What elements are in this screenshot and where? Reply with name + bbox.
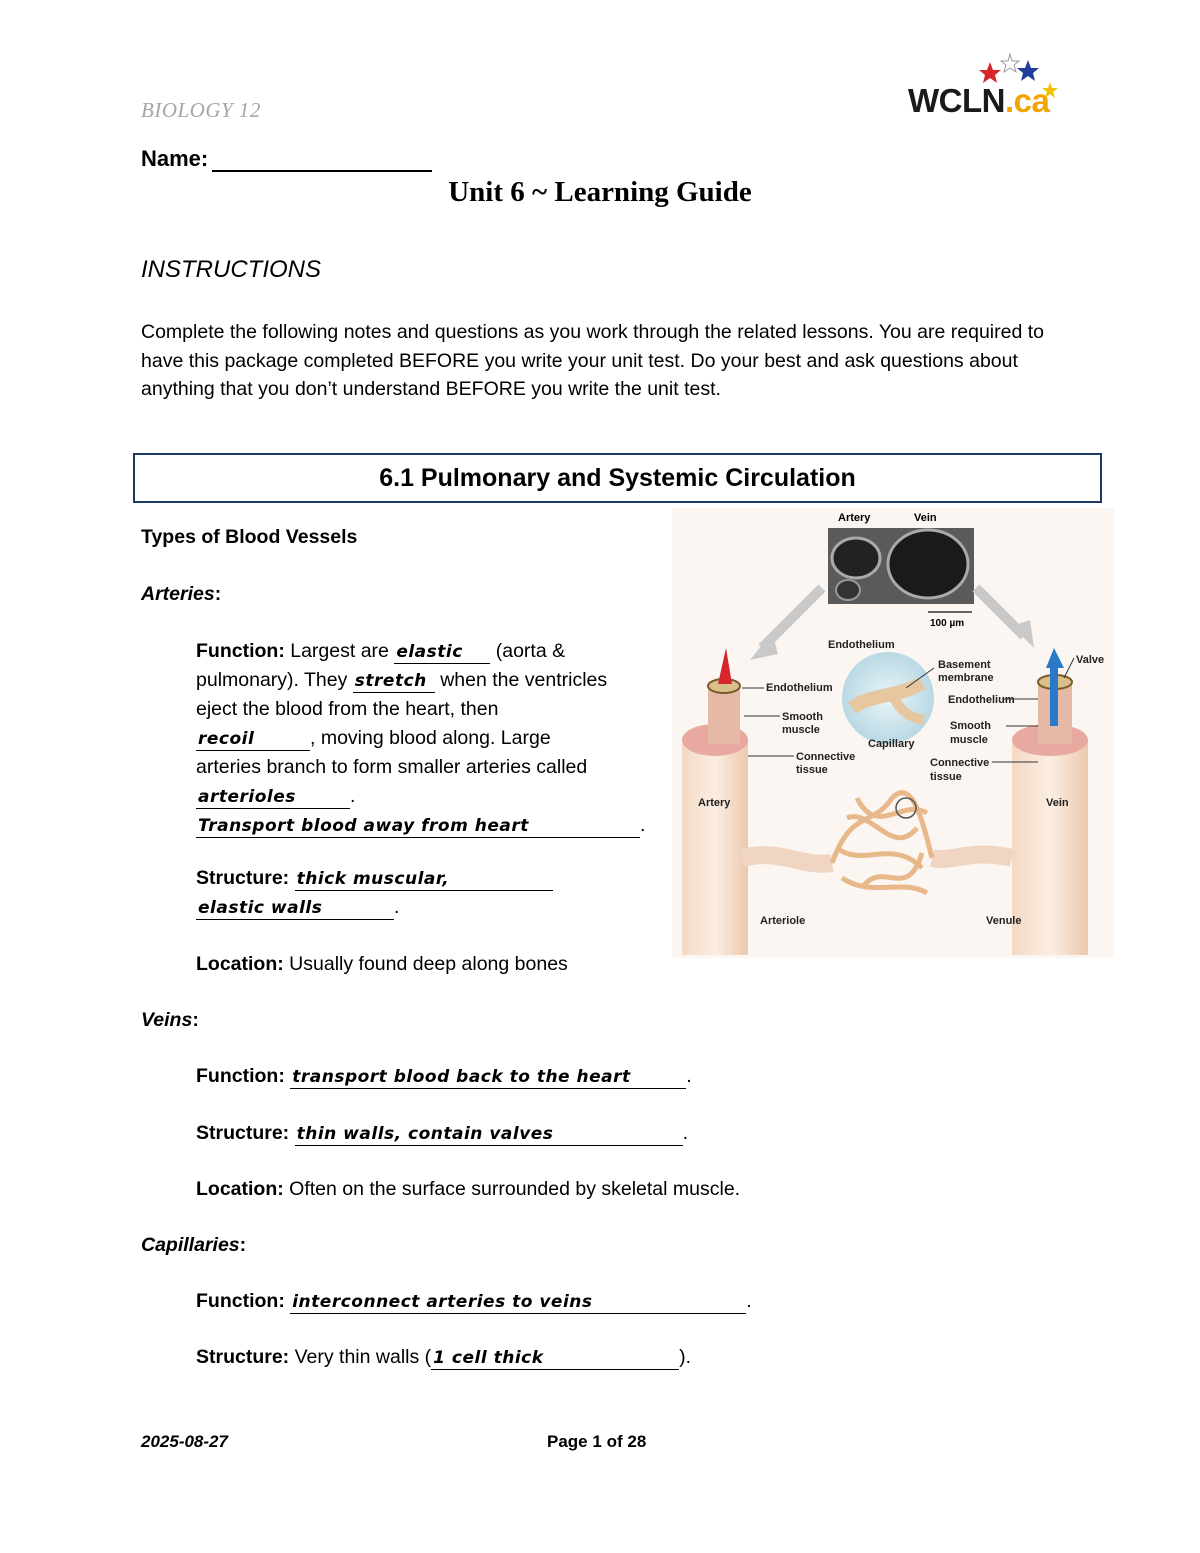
course-label: BIOLOGY 12 <box>141 98 261 122</box>
label-muscle-left: muscle <box>782 724 820 736</box>
page-of: of <box>606 1432 623 1451</box>
name-field <box>141 146 432 172</box>
structure-label: Structure: <box>196 1346 290 1368</box>
vein-vessel <box>1012 740 1088 955</box>
text: ). <box>679 1346 692 1368</box>
label-artery: Artery <box>698 797 731 809</box>
footer-date: 2025-08-27 <box>141 1432 228 1451</box>
label-arteriole: Arteriole <box>760 915 806 927</box>
name-input-line[interactable] <box>212 148 432 172</box>
text: arteries branch to form smaller arteries called <box>196 756 588 778</box>
label-endothelium-right: Endothelium <box>948 694 1015 706</box>
label-endothelium-left: Endothelium <box>766 682 833 694</box>
capillaries-function: Function: interconnect arteries to veins . <box>196 1290 752 1312</box>
label-connective-right: Connective <box>930 757 990 769</box>
label-venule: Venule <box>986 915 1022 927</box>
answer-elastic-walls: elastic walls <box>196 897 394 920</box>
arteries-heading: Arteries: <box>141 583 222 605</box>
logo-text: WCLN <box>908 82 1005 119</box>
arteries-location <box>196 950 568 979</box>
wcln-logo <box>904 52 1064 124</box>
label-vein: Vein <box>1046 797 1069 809</box>
label-basement: Basement <box>938 659 991 671</box>
footer-page-number <box>547 1432 646 1452</box>
label-vein-top: Vein <box>914 512 937 524</box>
veins-structure: Structure: thin walls, contain valves . <box>196 1122 689 1144</box>
capillaries-structure <box>196 1343 691 1372</box>
answer-thick-muscular: thick muscular, <box>295 868 553 891</box>
answer-thin-walls: thin walls, contain valves <box>295 1123 683 1146</box>
label-smooth-right: Smooth <box>950 720 991 732</box>
veins-label: Veins <box>141 1009 193 1031</box>
name-label: Name: <box>141 146 209 171</box>
label-tissue-left: tissue <box>796 764 828 776</box>
text: (aorta & <box>495 640 566 662</box>
blood-vessels-figure <box>672 508 1114 958</box>
answer-interconnect: interconnect arteries to veins <box>290 1291 746 1314</box>
location-label: Location: <box>196 953 284 975</box>
text: Usually found deep along bones <box>289 953 568 975</box>
text: , moving blood along. Large <box>310 727 551 749</box>
section-title-box <box>133 453 1102 503</box>
veins-function: Function: transport blood back to the heart . <box>196 1065 692 1087</box>
label-muscle-right: muscle <box>950 734 988 746</box>
label-valve: Valve <box>1076 654 1105 666</box>
section-subheading: Types of Blood Vessels <box>141 526 358 548</box>
text: pulmonary). They <box>196 669 348 691</box>
arteries-function: Function: Largest are elastic (aorta & pulmonary). They stretch when the ventricles eject the blood from the heart, then recoil , moving blood along. Large arteries branch to form smaller arteries called arterioles . Transport blood away from heart . <box>196 637 656 840</box>
answer-elastic: elastic <box>394 641 490 664</box>
structure-label: Structure: <box>196 867 290 889</box>
instructions-text: Complete the following notes and questions as you work through the related lessons. You are required to have this package completed BEFORE you write your unit test. Do your best and ask questions about anything that you don’t understand BEFORE you write the unit test. <box>141 321 1044 400</box>
function-label: Function: <box>196 1065 285 1087</box>
veins-heading: Veins: <box>141 1009 199 1031</box>
capillaries-label: Capillaries <box>141 1234 240 1256</box>
logo-suffix: .ca <box>1004 82 1050 119</box>
location-label: Location: <box>196 1178 284 1200</box>
label-capillary: Capillary <box>868 738 915 750</box>
label-endothelium-center: Endothelium <box>828 639 895 651</box>
answer-transport-back: transport blood back to the heart <box>290 1066 686 1089</box>
text: eject the blood from the heart, then <box>196 698 499 720</box>
blood-vessels-diagram <box>672 508 1114 958</box>
text: Very thin walls ( <box>294 1346 432 1368</box>
label-artery-top: Artery <box>838 512 871 524</box>
veins-location <box>196 1175 740 1204</box>
text: when the ventricles <box>440 669 608 691</box>
page-prefix: Page <box>547 1432 588 1451</box>
arteries-structure: Structure: thick muscular, elastic walls . <box>196 864 656 922</box>
arteries-label: Arteries <box>141 583 215 605</box>
artery-vessel <box>682 740 748 955</box>
page-current: 1 <box>592 1432 602 1451</box>
text: Largest are <box>290 640 389 662</box>
instructions-heading: INSTRUCTIONS <box>141 256 321 283</box>
capillaries-heading: Capillaries: <box>141 1234 247 1256</box>
answer-1-cell-thick: 1 cell thick <box>431 1347 679 1370</box>
page-title: Unit 6 ~ Learning Guide <box>448 176 752 208</box>
function-label: Function: <box>196 640 285 662</box>
label-scale: 100 µm <box>930 618 965 629</box>
text: Often on the surface surrounded by skeletal muscle. <box>289 1178 741 1200</box>
page-total: 28 <box>627 1432 647 1451</box>
answer-transport-away: Transport blood away from heart <box>196 815 640 838</box>
structure-label: Structure: <box>196 1122 290 1144</box>
label-membrane: membrane <box>938 672 994 684</box>
answer-stretch: stretch <box>353 670 435 693</box>
label-connective-left: Connective <box>796 751 856 763</box>
answer-arterioles: arterioles <box>196 786 350 809</box>
function-label: Function: <box>196 1290 285 1312</box>
label-tissue-right: tissue <box>930 771 962 783</box>
answer-recoil: recoil <box>196 728 310 751</box>
section-title: 6.1 Pulmonary and Systemic Circulation <box>379 463 856 492</box>
label-smooth-left: Smooth <box>782 711 823 723</box>
